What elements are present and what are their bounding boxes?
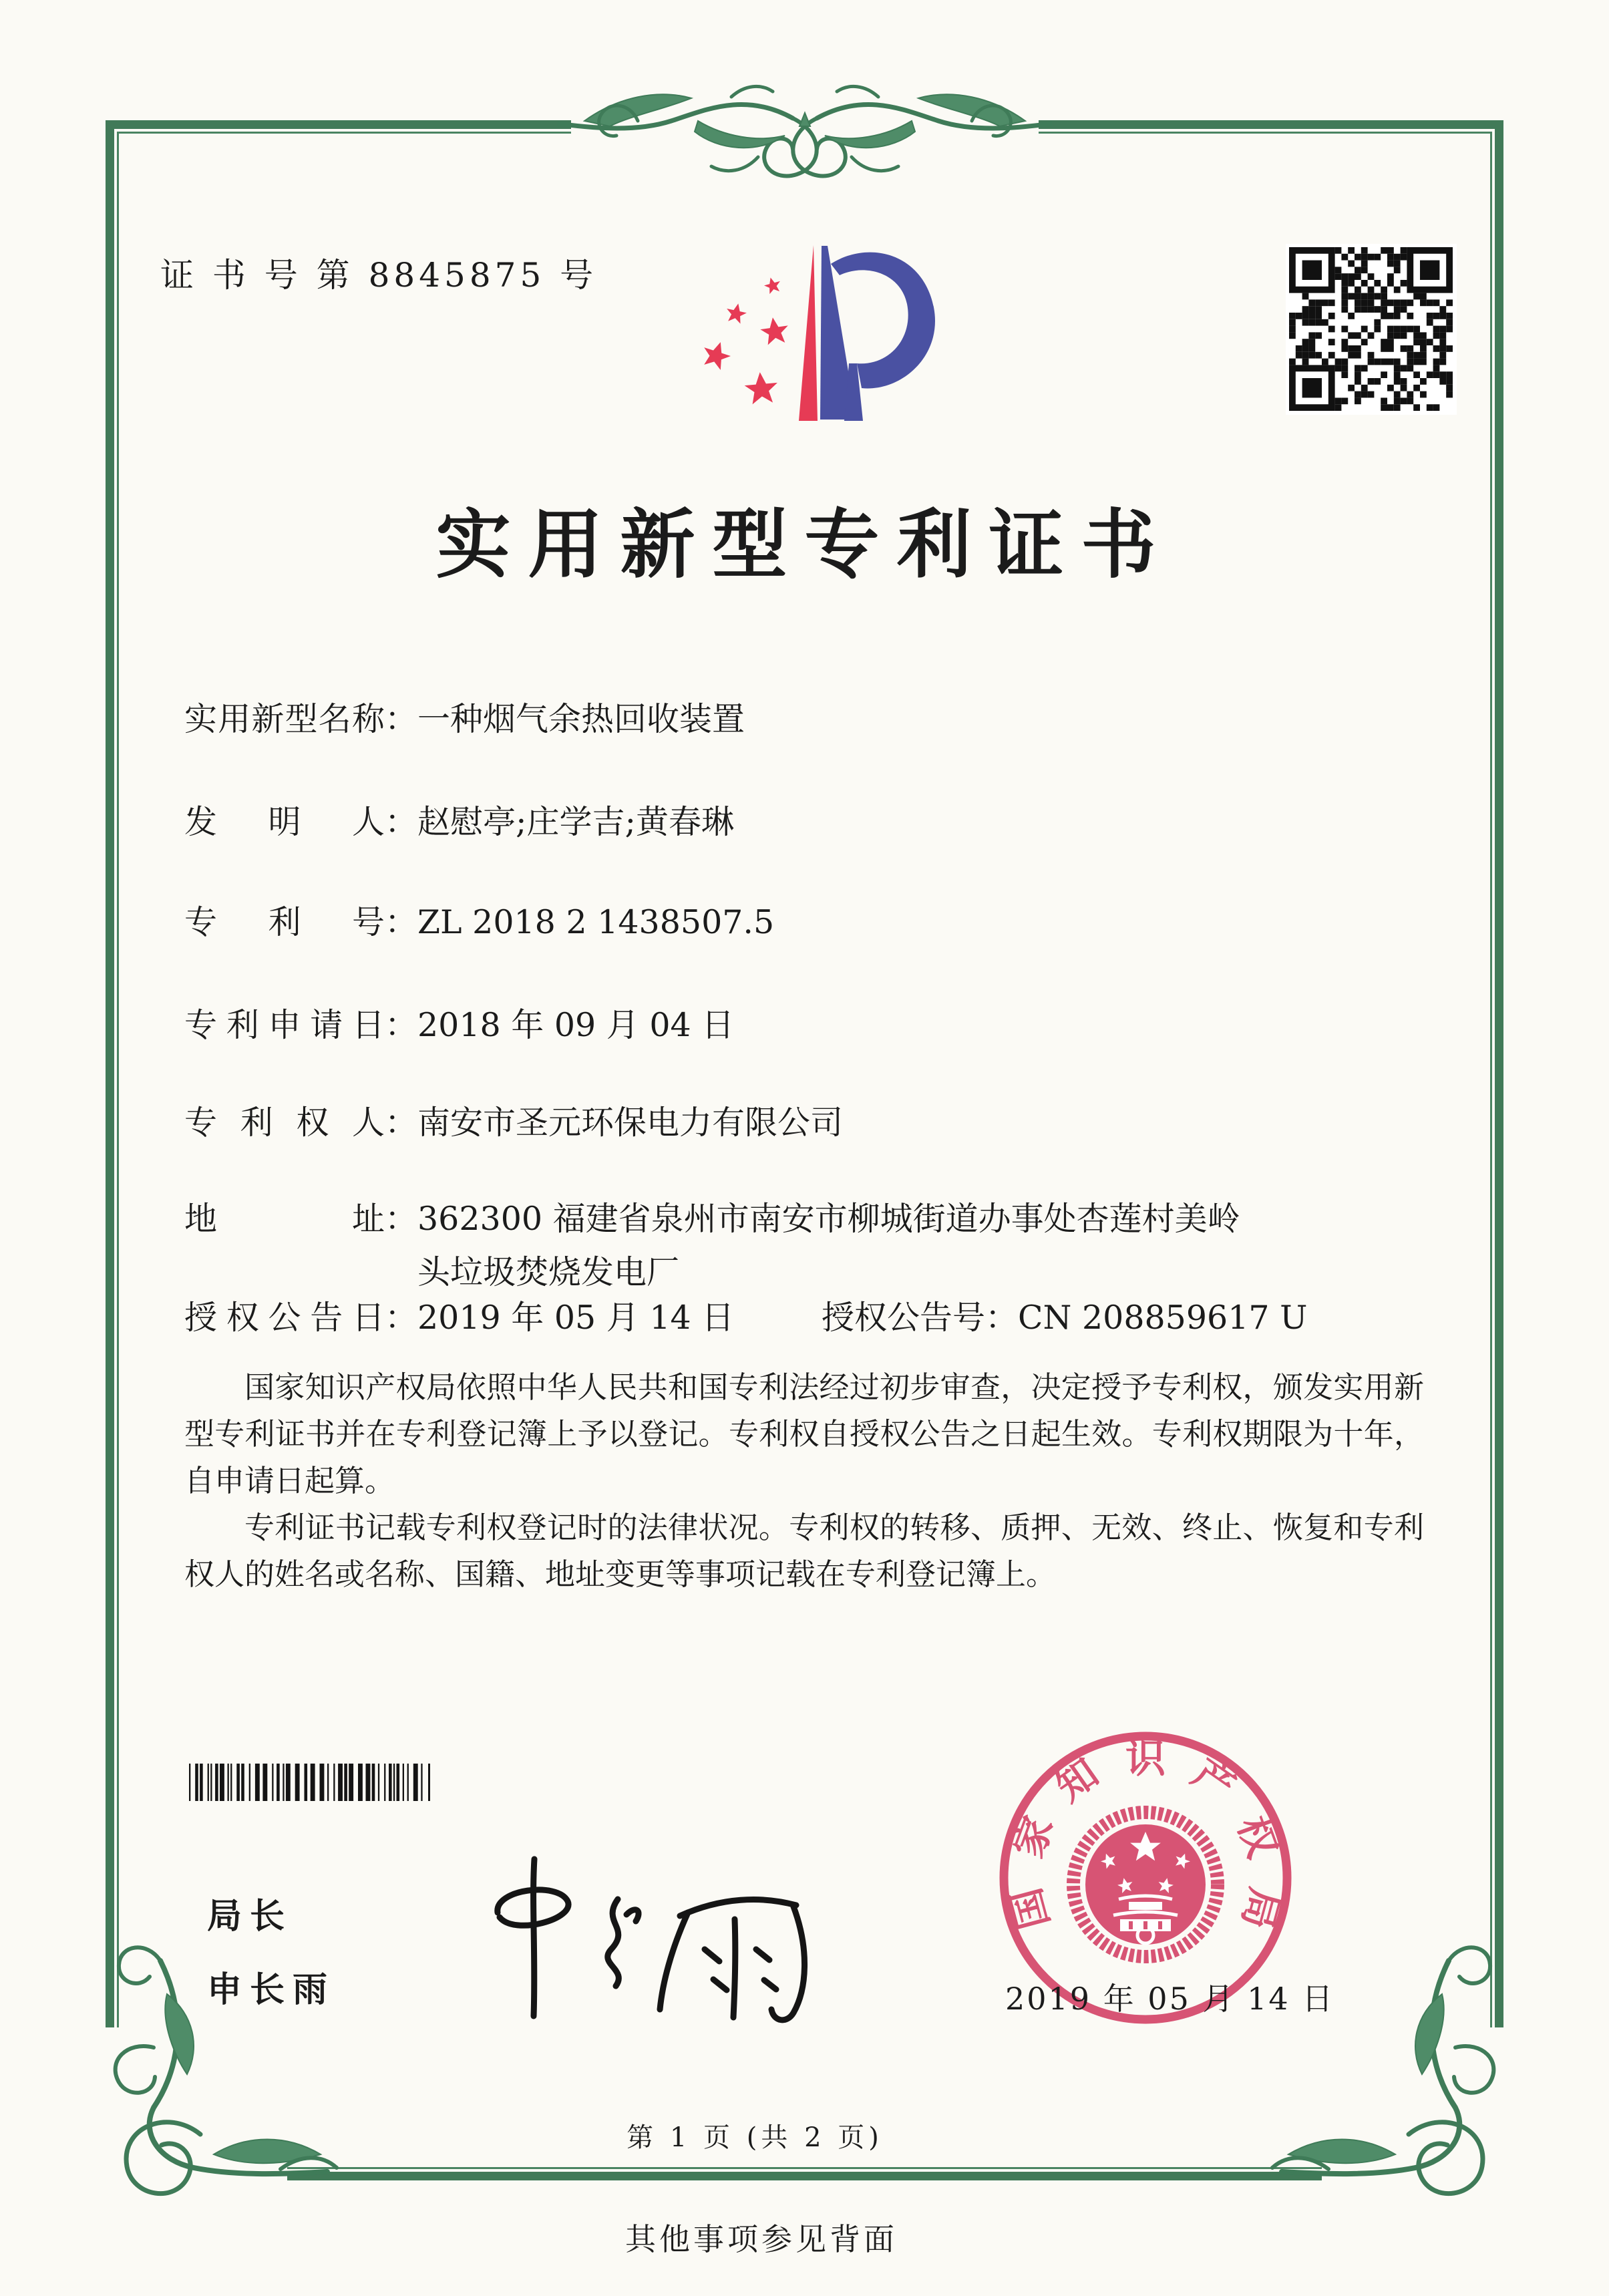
- field-row-address: [184, 1193, 1453, 1240]
- field-value: 一种烟气余热回收装置: [417, 700, 745, 738]
- svg-text:家: 家: [1005, 1810, 1063, 1864]
- field-value: ZL 2018 2 1438507.5: [417, 903, 775, 941]
- certificate-title: 实用新型专利证书: [435, 501, 1174, 589]
- field-value: 2019 年 05 月 14 日: [417, 1299, 735, 1337]
- body-paragraph-2: 专利证书记载专利权登记时的法律状况。专利权的转移、质押、无效、终止、恢复和专利权人的姓名或名称、国籍、地址变更等事项记载在专利登记簿上。: [184, 1510, 1424, 1592]
- field-colon: ：: [385, 1299, 418, 1337]
- svg-text:国: 国: [1003, 1882, 1059, 1935]
- cnipa-logo-icon: [695, 227, 948, 441]
- field-colon: ：: [385, 903, 418, 941]
- field-colon: ：: [385, 700, 418, 738]
- svg-text:产: 产: [1184, 1750, 1244, 1811]
- svg-text:识: 识: [1125, 1736, 1166, 1782]
- signer-name: 申长雨: [207, 1969, 336, 2010]
- field-row-patent-number: [184, 896, 1453, 943]
- field-value: CN 208859617 U: [1018, 1299, 1308, 1337]
- field-label: 专利号: [184, 903, 385, 941]
- field-row-patentee: [184, 1097, 1453, 1144]
- field-value: 362300 福建省泉州市南安市柳城街道办事处杏莲村美岭: [417, 1200, 1240, 1238]
- svg-text:局: 局: [1232, 1882, 1288, 1935]
- field-row-invention-name: [184, 693, 1453, 740]
- field-label: 地址: [184, 1200, 385, 1238]
- field-row-filing-date: [184, 999, 1453, 1046]
- top-center-ornament-icon: [558, 57, 1052, 217]
- field-colon: ：: [385, 1200, 418, 1238]
- barcode: [189, 1764, 431, 1801]
- certificate-number: 证 书 号 第 8845875 号: [160, 256, 598, 295]
- field-row-inventors: [184, 796, 1453, 843]
- legal-body-text: [184, 1364, 1424, 1598]
- signature-icon: [468, 1849, 868, 2029]
- seal-date: 2019 年 05 月 14 日: [1005, 1981, 1335, 2017]
- field-label: 专利权人: [184, 1104, 385, 1142]
- body-paragraph-1: 国家知识产权局依照中华人民共和国专利法经过初步审查，决定授予专利权，颁发实用新型专利证书并在专利登记簿上予以登记。专利权自授权公告之日起生效。专利权期限为十年，自申请日起算。: [184, 1369, 1424, 1498]
- field-colon: ：: [385, 1006, 418, 1044]
- field-value: 2018 年 09 月 04 日: [417, 1006, 735, 1044]
- national-emblem-icon: [1073, 1812, 1218, 1957]
- field-label: 实用新型名称: [184, 700, 385, 738]
- field-address-line2: 头垃圾焚烧发电厂: [417, 1253, 680, 1291]
- svg-text:知: 知: [1047, 1750, 1107, 1811]
- field-label: 专利申请日: [184, 1006, 385, 1044]
- field-colon: ：: [985, 1299, 1019, 1337]
- field-label: 授权公告日: [184, 1299, 385, 1337]
- qr-code: [1286, 244, 1457, 415]
- page-number: 第 1 页 (共 2 页): [627, 2122, 883, 2153]
- field-value: 赵慰亭;庄学吉;黄春琳: [417, 803, 735, 841]
- field-grant-announcement-number: [822, 1292, 1307, 1339]
- field-value: 南安市圣元环保电力有限公司: [417, 1104, 844, 1142]
- signer-title: 局长: [207, 1896, 293, 1937]
- field-label: 发明人: [184, 803, 385, 841]
- logo-stars-icon: [699, 275, 791, 405]
- svg-text:权: 权: [1228, 1810, 1286, 1864]
- field-colon: ：: [385, 1104, 418, 1142]
- field-label: 授权公告号: [822, 1299, 986, 1337]
- back-note: 其他事项参见背面: [625, 2221, 898, 2257]
- field-colon: ：: [385, 803, 418, 841]
